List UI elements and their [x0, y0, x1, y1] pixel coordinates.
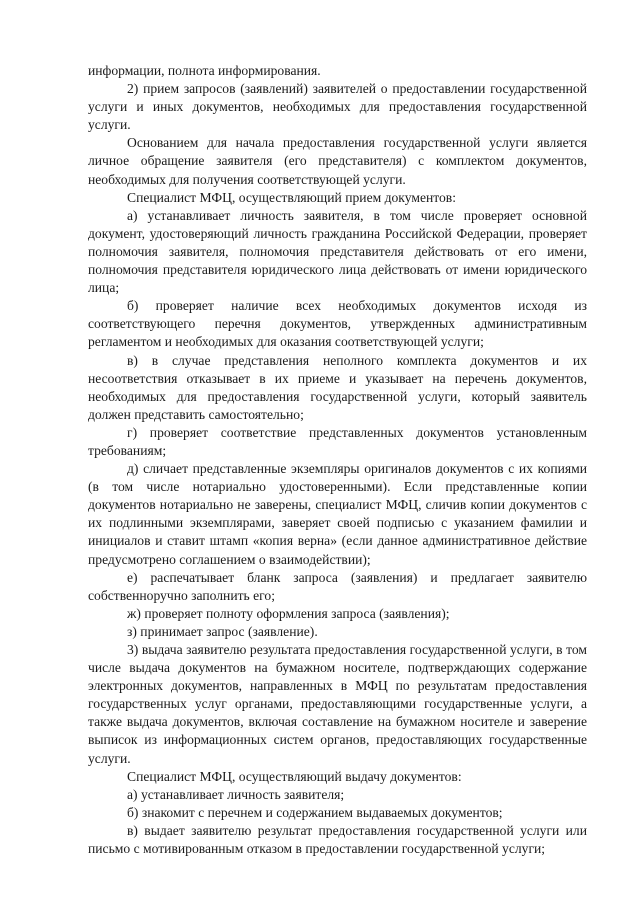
- list-item-d: д) сличает представленные экземпляры оригиналов документов с их копиями (в том числе нотариально удостоверенными). Если представленные копии документов нотариально не заверены, специалист МФЦ, сличив копии документов с их подлинными экземплярами, заверяет своей подписью с указанием фамилии и инициалов и ставит штамп «копия верна» (если данное административное действие предусмотрено соглашением о взаимодействии);: [88, 461, 587, 567]
- document-page: [88, 62, 587, 858]
- issuance-item-b: б) знакомит с перечнем и содержанием выдаваемых документов;: [127, 804, 503, 820]
- list-item-b: б) проверяет наличие всех необходимых документов исходя из соответствующего перечня документов, утвержденных административным регламентом и необходимых для оказания соответствующей услуги;: [88, 298, 587, 350]
- paragraph-1: информации, полнота информирования.: [88, 63, 321, 78]
- issuance-item-a: а) устанавливает личность заявителя;: [127, 786, 345, 802]
- list-item-a: а) устанавливает личность заявителя, в том числе проверяет основной документ, удостоверяющий личность гражданина Российской Федерации, проверяет полномочия заявителя, полномочия представителя действовать от его имени, полномочия представителя юридического лица действовать от имени юридического лица;: [88, 207, 587, 296]
- list-item-v: в) в случае представления неполного комплекта документов и их несоответствия отказывает в их приеме и указывает на перечень документов, необходимых для предоставления государственной услуги, который заявитель должен представить самостоятельно;: [88, 352, 587, 422]
- paragraph-specialist-issuance: Специалист МФЦ, осуществляющий выдачу документов:: [127, 768, 462, 784]
- list-item-g: г) проверяет соответствие представленных документов установленным требованиям;: [88, 424, 587, 458]
- issuance-item-v: в) выдает заявителю результат предоставления государственной услуги или письмо с мотивированным отказом в предоставлении государственной услуги;: [88, 822, 587, 857]
- paragraph-2: 2) прием запросов (заявлений) заявителей о предоставлении государственной услуги и иных документов, необходимых для предоставления государственной услуги.: [88, 81, 587, 133]
- list-item-e: е) распечатывает бланк запроса (заявления) и предлагает заявителю собственноручно заполнить его;: [88, 569, 587, 603]
- list-item-z: з) принимает запрос (заявление).: [127, 623, 318, 639]
- paragraph-4: Специалист МФЦ, осуществляющий прием документов:: [127, 189, 457, 205]
- paragraph-3-issuance: 3) выдача заявителю результата предоставления государственной услуги, в том числе выдача документов на бумажном носителе, подтверждающих содержание электронных документов, направленных в МФЦ по результатам предоставления государственных услуг органами, предоставляющими государственные услуги, а также выдача документов, включая составление на бумажном носителе и заверение выписок из информационных систем органов, предоставляющих государственные услуги.: [88, 642, 587, 766]
- list-item-zh: ж) проверяет полноту оформления запроса (заявления);: [127, 605, 450, 621]
- paragraph-3: Основанием для начала предоставления государственной услуги является личное обращение заявителя (его представителя) с комплектом документов, необходимых для получения соответствующей услуги.: [88, 135, 587, 187]
